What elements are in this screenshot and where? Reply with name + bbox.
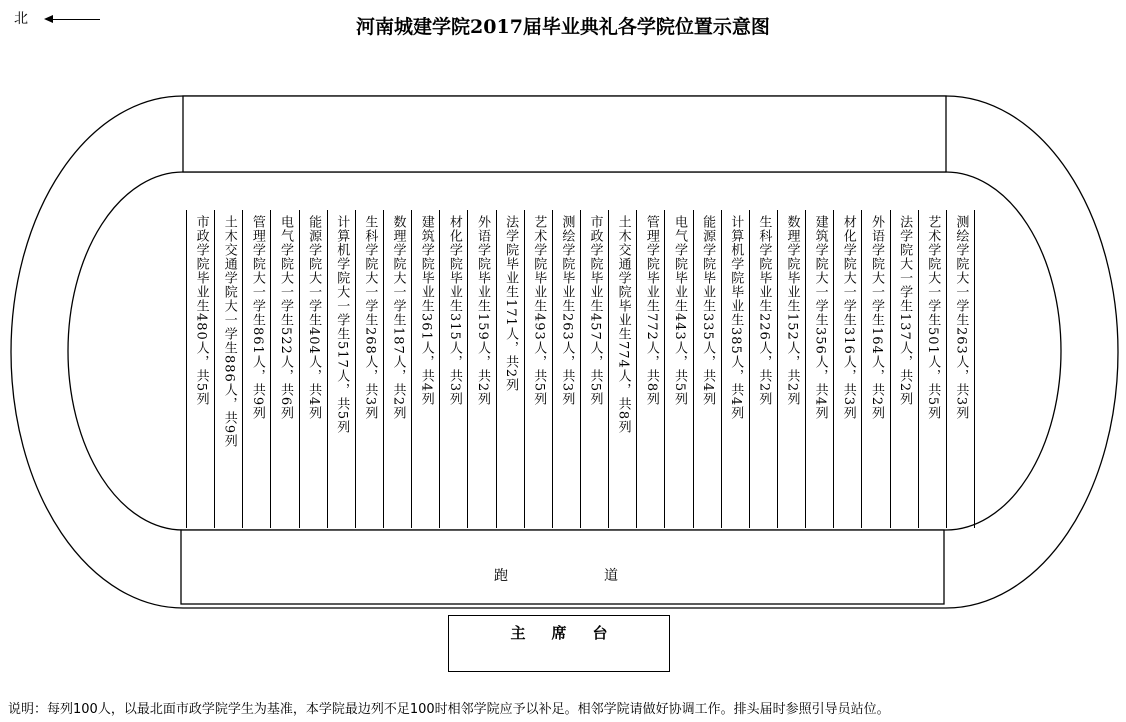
runway-box: [181, 530, 944, 604]
college-column-label: 法学院大一学生137人，共2列: [897, 215, 913, 407]
college-column-label: 数理学院毕业生152人，共2列: [784, 215, 800, 407]
north-label: 北: [14, 11, 28, 27]
college-column: [608, 210, 636, 528]
north-straight-box: [183, 96, 946, 172]
college-column-label: 生科学院大一学生268人，共3列: [362, 215, 378, 421]
college-column: [777, 210, 805, 528]
college-column-label: 电气学院毕业生443人，共5列: [671, 215, 687, 407]
college-column-label: 计算机学院毕业生385人，共4列: [728, 215, 744, 421]
college-column-label: 管理学院大一学生861人，共9列: [249, 215, 265, 421]
college-column-label: 法学院毕业生171人，共2列: [503, 215, 519, 393]
college-column: [383, 210, 411, 528]
college-column-label: 能源学院大一学生404人，共4列: [306, 215, 322, 421]
college-column-label: 计算机学院大一学生517人，共5列: [334, 215, 350, 435]
footnote: 说明：每列100人，以最北面市政学院学生为基准，本学院最边列不足100时相邻学院应予以补足。相邻学院请做好协调工作。排头届时参照引导员站位。: [8, 702, 890, 717]
college-column: [242, 210, 270, 528]
college-column-label: 生科学院毕业生226人，共2列: [756, 215, 772, 407]
college-column: [355, 210, 383, 528]
college-column: [270, 210, 298, 528]
college-column: [552, 210, 580, 528]
college-column-label: 能源学院毕业生335人，共4列: [700, 215, 716, 407]
college-column: [833, 210, 861, 528]
college-column: [861, 210, 889, 528]
college-column-label: 土木交通学院毕业生774人，共8列: [615, 215, 631, 435]
review-stand-label: 主席台: [510, 624, 634, 642]
college-column: [186, 210, 214, 528]
college-column: [496, 210, 524, 528]
college-column: [805, 210, 833, 528]
college-column-label: 市政学院毕业生457人，共5列: [587, 215, 603, 407]
college-column: [439, 210, 467, 528]
college-column-label: 艺术学院大一学生501人，共5列: [925, 215, 941, 421]
college-column-label: 材化学院毕业生315人，共3列: [446, 215, 462, 407]
runway-label-2: 道: [604, 568, 620, 584]
college-column: [299, 210, 327, 528]
college-column-label: 建筑学院毕业生361人，共4列: [418, 215, 434, 407]
college-column-label: 建筑学院大一学生356人，共4列: [812, 215, 828, 421]
page-title: 河南城建学院2017届毕业典礼各学院位置示意图: [356, 16, 770, 38]
runway-label-1: 跑: [494, 568, 510, 584]
college-column-label: 外语学院毕业生159人，共2列: [474, 215, 490, 407]
college-column: [524, 210, 552, 528]
college-column: [890, 210, 918, 528]
college-column-label: 市政学院毕业生480人，共5列: [193, 215, 209, 407]
college-column-label: 数理学院大一学生187人，共2列: [390, 215, 406, 421]
college-column: [636, 210, 664, 528]
college-column: [721, 210, 749, 528]
college-column: [749, 210, 777, 528]
college-column: [946, 210, 975, 528]
college-column: [918, 210, 946, 528]
college-column: [214, 210, 242, 528]
college-column-label: 测绘学院毕业生263人，共3列: [559, 215, 575, 407]
college-column-label: 电气学院大一学生522人，共6列: [277, 215, 293, 421]
college-column-label: 管理学院毕业生772人，共8列: [643, 215, 659, 407]
review-stand: [448, 615, 670, 672]
college-column: [580, 210, 608, 528]
college-column: [327, 210, 355, 528]
assembly-columns: [186, 210, 975, 528]
college-column: [467, 210, 495, 528]
college-column-label: 外语学院大一学生164人，共2列: [868, 215, 884, 421]
college-column-label: 艺术学院毕业生493人，共5列: [531, 215, 547, 407]
college-column-label: 土木交通学院大一学生886人，共9列: [221, 215, 237, 449]
college-column-label: 材化学院大一学生316人，共3列: [840, 215, 856, 421]
college-column: [693, 210, 721, 528]
college-column-label: 测绘学院大一学生263人，共3列: [953, 215, 969, 421]
college-column: [664, 210, 692, 528]
college-column: [411, 210, 439, 528]
